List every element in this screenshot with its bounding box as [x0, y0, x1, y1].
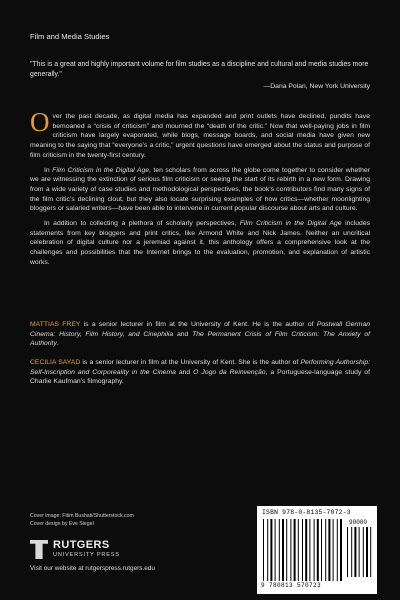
publisher-website: Visit our website at rutgerspress.rutgers.edu [30, 565, 155, 572]
barcode-bar [294, 519, 296, 581]
barcode-bar [321, 519, 322, 581]
bio-book-title: Performing Authorship: Self-Inscription and Corporeality in the Cinema [30, 359, 370, 376]
barcode-bar [337, 519, 338, 581]
barcode-bar [275, 519, 276, 581]
bio-text: and [175, 368, 194, 376]
bio-text: is a senior lecturer in film at the University of Kent. She is the author of [80, 359, 301, 366]
barcode-bar [263, 519, 264, 581]
barcode-bar [290, 519, 291, 581]
bio-text: and [173, 330, 193, 338]
barcode-bar [317, 519, 319, 581]
publisher-name: RUTGERS [53, 539, 110, 551]
barcode-bar [267, 519, 268, 581]
barcode-bar [298, 519, 299, 581]
description-paragraph-1 [30, 107, 370, 161]
isbn-barcode [257, 506, 377, 594]
description-text-1: ver the past decade, as digital media has expanded and print outlets have declined, pundits have bemoaned a “crisis of criticism” and mourned the “death of the critic.” Now that well-paying jobs in film criticism have largely evaporated, while blogs, message boards, and social media have given new meaning to the saying that “everyone’s a critic,” urgent questions have emerged about the status and purpose of film criticism in the twenty-first century. [30, 113, 370, 159]
author-name: MATTIAS FREY [30, 321, 81, 328]
barcode-bar [351, 527, 352, 577]
cover-design-credit: Cover design by Eve Siegel [30, 521, 94, 527]
barcode-bar [270, 519, 272, 581]
barcode-bar [279, 519, 280, 581]
barcode-icon [263, 519, 345, 581]
drop-cap: O [30, 107, 50, 137]
description-paragraph-2 [30, 166, 370, 215]
description-text-2b: , ten scholars from across the globe come together to consider whether we are witnessing the extinction of serious film criticism or seeing the start of its rebirth in a new form. Drawing from a wide variety of case studies and methodological perspectives, the book’s contributors find many signs of the film critic’s declining clout, but they also locate surprising examples of how critics—whether moonlighting bloggers or salaried writers—have been able to intervene in current popular discourse about arts and culture. [30, 166, 370, 213]
bio-text: is a senior lecturer in film at the University of Kent. He is the author of [80, 321, 317, 328]
book-title: Film Criticism in the Digital Age [52, 166, 150, 174]
cover-image-credit: Cover image: Fitim Bushati/Shutterstock.com [30, 513, 134, 519]
publisher-subname: UNIVERSITY PRESS [53, 552, 120, 558]
barcode-bar [366, 527, 368, 577]
barcode-bar [359, 527, 360, 577]
barcode-bar [282, 519, 284, 581]
book-title: Film Criticism in the Digital Age [239, 220, 342, 228]
description-text-3a: In addition to collecting a plethora of scholarly perspectives, [44, 220, 240, 228]
barcode-bar [333, 519, 334, 581]
author-name: CECILIA SAYAD [30, 359, 81, 366]
category-label: Film and Media Studies [30, 32, 110, 41]
bio-text: , a Portuguese-language study of Charlie Kaufman’s filmography. [30, 368, 370, 386]
bio-book-title: Postwall German Cinema: History, Film History, and Cinephilia [30, 321, 371, 338]
description-text-3b: includes statements from key bloggers and print critics, like Armond White and Nick James. Neither an uncritical celebration of digital culture nor a jeremiad against it, this anthology offers a comprehensive look at the challenges and possibilities that the Internet brings to the evaluation, promotion, and explanation of artistic works. [30, 220, 371, 266]
isbn-number: ISBN 978-0-8135-7072-3 [262, 509, 351, 516]
cover-credits [30, 512, 134, 528]
barcode-bar [370, 527, 371, 577]
barcode-bar [363, 527, 364, 577]
price-code: 90000 [349, 519, 368, 526]
praise-attribution: —Dana Polan, New York University [263, 83, 370, 90]
barcode-bar [286, 519, 287, 581]
barcode-bar [305, 519, 307, 581]
rutgers-r-icon [30, 540, 48, 559]
description-text-2a: In [44, 166, 53, 174]
praise-quote: "This is a great and highly important volume for film studies as a discipline and cultural and media studies more generally." [30, 61, 369, 78]
description [30, 107, 371, 273]
barcode-bar [328, 519, 330, 581]
barcode-bar [340, 519, 342, 581]
description-paragraph-3 [30, 219, 370, 268]
price-barcode-icon [347, 527, 373, 577]
barcode-digits: 9 780813 570723 [261, 582, 322, 589]
barcode-bar [347, 527, 348, 577]
bio-text: . [56, 340, 59, 348]
barcode-bar [354, 527, 356, 577]
barcode-bar [309, 519, 310, 581]
author-bio-sayad [30, 358, 370, 387]
barcode-bar [302, 519, 303, 581]
publisher-wordmark [53, 540, 120, 559]
barcode-bar [314, 519, 315, 581]
author-bio-frey [30, 320, 370, 349]
barcode-bar [325, 519, 326, 581]
bio-book-title: The Permanent Crisis of Film Criticism: The Anxiety of Authority [30, 330, 370, 348]
publisher-logo [30, 540, 120, 559]
bio-book-title: O Jogo da Reinvenção [193, 368, 266, 376]
